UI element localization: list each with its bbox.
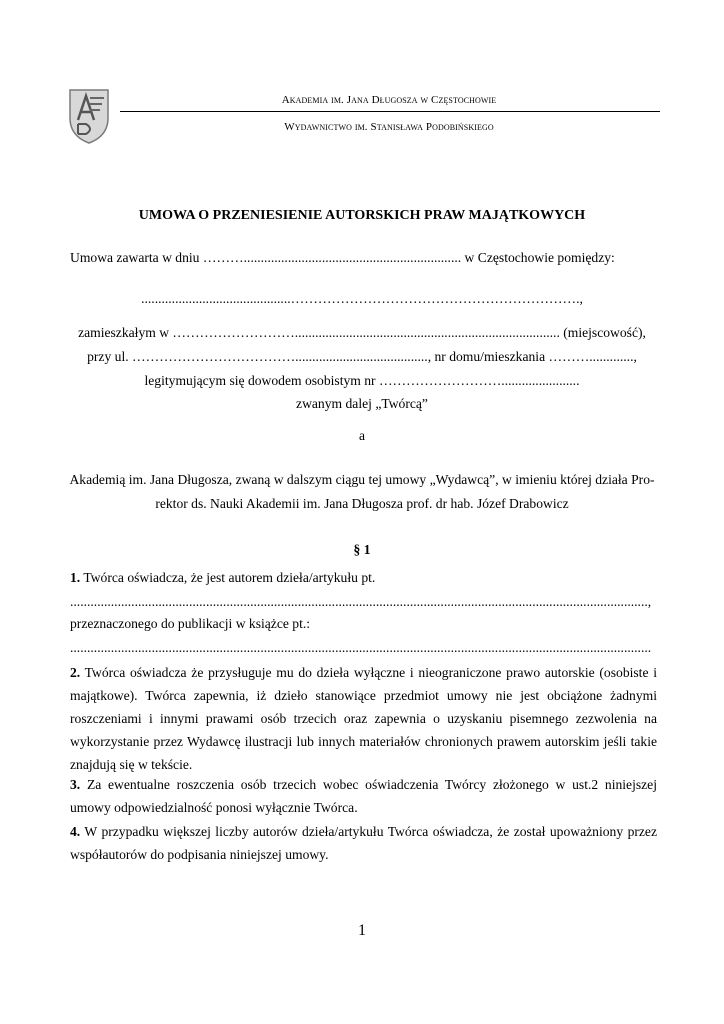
publisher-party-line-1: Akademią im. Jana Długosza, zwaną w dalszym ciągu tej umowy „Wydawcą”, w imieniu której działa Pro-	[69, 472, 655, 487]
clause-4: 4. W przypadku większej liczby autorów dzieła/artykułu Twórca oświadcza, że został upoważniony przez współautorów do podpisania niniejszej umowy.	[70, 824, 657, 862]
clause-1-book-label: przeznaczonego do publikacji w książce pt.:	[70, 616, 311, 631]
contract-intro: Umowa zawarta w dniu ………................................................................ w Częstochowie pomiędzy:	[70, 250, 615, 265]
clause-3: 3. Za ewentualne roszczenia osób trzecich wobec oświadczenia Twórcy złożonego w ust.2 niniejszej umowy odpowiedzialność ponosi wyłącznie Twórca.	[70, 777, 657, 815]
institution-name: Akademia im. Jana Długosza w Częstochowie	[281, 94, 497, 106]
party-name-line: ............................................……………………………………………………….,	[141, 291, 583, 306]
page-number: 1	[358, 922, 366, 939]
university-logo	[64, 86, 114, 146]
clause-1-book-dots: ...........................................................................................................................................................................	[70, 640, 652, 655]
street-line: przy ul. ………………………………......................................., nr domu/mieszkania ……….............,	[87, 349, 637, 364]
residence-line: zamieszkałym w ……………………….............................................................................. (miejscowość),	[78, 325, 646, 340]
document-title: UMOWA O PRZENIESIENIE AUTORSKICH PRAW MAJĄTKOWYCH	[138, 208, 586, 223]
section-heading: § 1	[353, 542, 371, 557]
publisher-name: Wydawnictwo im. Stanisława Podobińskiego	[284, 121, 494, 133]
clause-1: 1. Twórca oświadcza, że jest autorem dzieła/artykułu pt.	[70, 570, 376, 585]
conjunction: a	[358, 428, 366, 443]
clause-2: 2. Twórca oświadcza że przysługuje mu do dzieła wyłączne i nieograniczone prawo autorskie (osobiste i majątkowe). Twórca zapewnia, iż dzieło stanowiące przedmiot umowy nie jest obciążone żadnymi roszczeniami i innymi prawami osób trzecich oraz zapewnia o uzyskaniu pisemnego zezwolenia na wykorzystanie przez Wydawcę ilustracji lub innych materiałów chronionych prawem autorskim jeśli takie znajdują się w tekście.	[70, 665, 657, 772]
publisher-party-line-2: rektor ds. Nauki Akademii im. Jana Długosza prof. dr hab. Józef Drabowicz	[155, 496, 569, 511]
header-divider	[120, 111, 660, 112]
author-alias: zwanym dalej „Twórcą”	[296, 396, 428, 411]
id-line: legitymującym się dowodem osobistym nr ……………………….......................	[144, 373, 580, 388]
clause-1-title-dots: ..........................................................................................................................................................................,	[70, 594, 652, 609]
